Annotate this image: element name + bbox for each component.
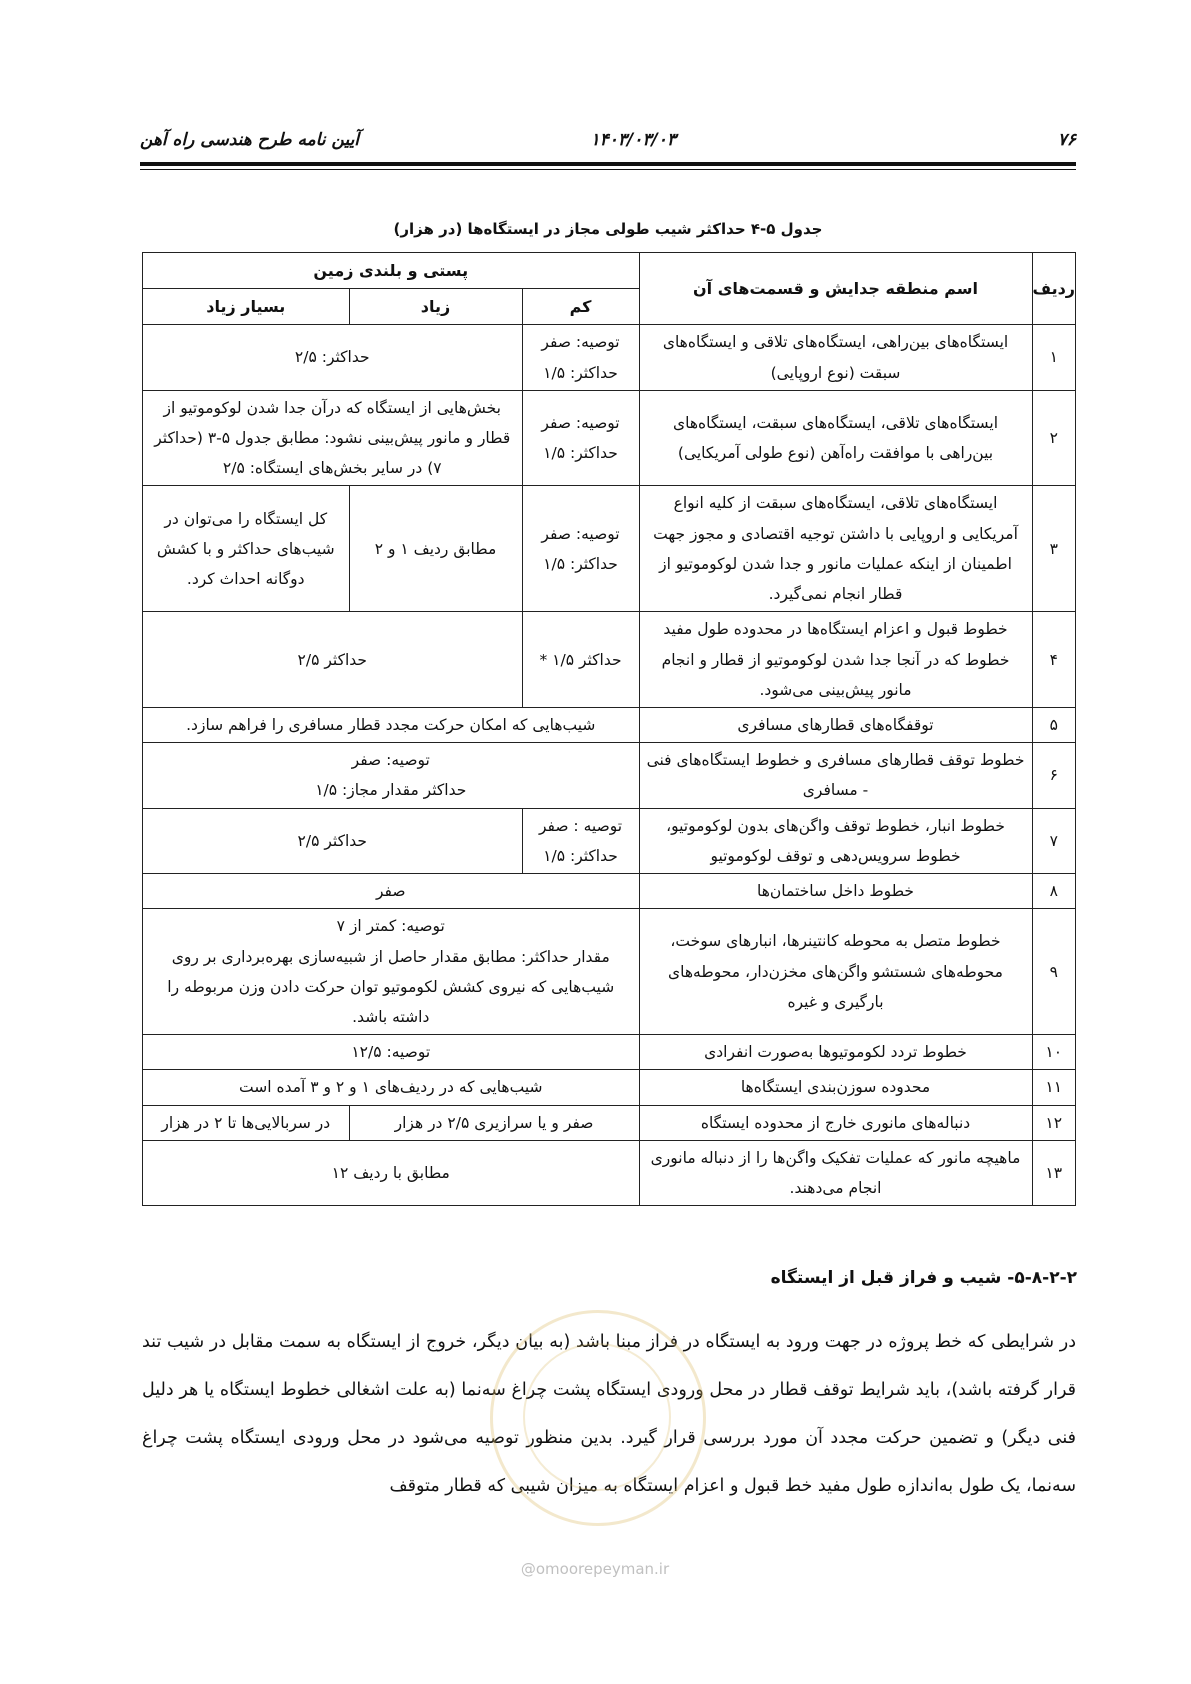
table-row bbox=[143, 612, 1076, 708]
watermark-seal bbox=[490, 1310, 706, 1526]
value-cell-all: شیب‌هایی که در ردیف‌های ۱ و ۲ و ۳ آمده است bbox=[143, 1070, 640, 1105]
value-cell-rest: حداکثر ۲/۵ bbox=[143, 612, 523, 708]
value-cell-low: توصیه: صفر حداکثر: ۱/۵ bbox=[522, 390, 639, 486]
value-cell-left: صفر و یا سرازیری ۲/۵ در هزار bbox=[349, 1105, 639, 1140]
body-paragraph: در شرایطی که خط پروژه در جهت ورود به ایستگاه در فراز مبنا باشد (به بیان دیگر، خروج از ایستگاه به سمت مقابل در شیب تند قرار گرفته باشد)، باید شرایط توقف قطار در محل ورودی ایستگاه پشت چراغ سه‌نما (به علت اشغالی خطوط ایستگاه یا هر دلیل فنی دیگر) و تضمین حرکت مجدد آن مورد بررسی قرار گیرد. بدین منظور توصیه می‌شود در محل ورودی ایستگاه پشت چراغ سه‌نما، یک طول به‌اندازه طول مفید خط قبول و اعزام ایستگاه به میزان شیبی که قطار متوقف bbox=[142, 1332, 1076, 1496]
value-cell-rest: بخش‌هایی از ایستگاه که درآن جدا شدن لوکوموتیو از قطار و مانور پیش‌بینی نشود: مطابق جدول ۵-۳ (حداکثر ۷) در سایر بخش‌های ایستگاه: ۲/۵ bbox=[143, 390, 523, 486]
zone-name-cell: خطوط متصل به محوطه کانتینرها، انبارهای سوخت، محوطه‌های شستشو واگن‌های مخزن‌دار، محوطه‌های بارگیری و غیره bbox=[639, 909, 1032, 1035]
watermark-text: @omoorepeyman.ir bbox=[520, 1560, 670, 1578]
table-row bbox=[143, 1140, 1076, 1205]
value-cell-very-high: کل ایستگاه را می‌توان در شیب‌های حداکثر و با کشش دوگانه احداث کرد. bbox=[143, 486, 350, 612]
table-row bbox=[143, 1070, 1076, 1105]
row-number: ۸ bbox=[1032, 874, 1075, 909]
header-title: آیین نامه طرح هندسی راه آهن bbox=[140, 130, 360, 150]
zone-name-cell: ایستگاه‌های تلاقی، ایستگاه‌های سبقت از کلیه انواع آمریکایی و اروپایی با داشتن توجیه اقتصادی و مجوز جهت اطمینان از اینکه عملیات مانور و جدا شدن لوکوموتیو از قطار انجام نمی‌گیرد. bbox=[639, 486, 1032, 612]
zone-name-cell: ایستگاه‌های تلاقی، ایستگاه‌های سبقت، ایستگاه‌های بین‌راهی با موافقت راه‌آهن (نوع طولی آمریکایی) bbox=[639, 390, 1032, 486]
page-number: ۷۶ bbox=[1057, 130, 1076, 150]
value-cell-all: شیب‌هایی که امکان حرکت مجدد قطار مسافری را فراهم سازد. bbox=[143, 708, 640, 743]
row-number: ۹ bbox=[1032, 909, 1075, 1035]
zone-name-cell: خطوط توقف قطارهای مسافری و خطوط ایستگاه‌های فنی - مسافری bbox=[639, 743, 1032, 808]
zone-name-cell: خطوط انبار، خطوط توقف واگن‌های بدون لوکوموتیو، خطوط سرویس‌دهی و توقف لوکوموتیو bbox=[639, 808, 1032, 873]
table-caption: جدول ۵-۴ حداکثر شیب طولی مجاز در ایستگاه‌ها (در هزار) bbox=[393, 220, 823, 238]
value-cell-low: توصیه: صفر حداکثر: ۱/۵ bbox=[522, 325, 639, 390]
header-date: ۱۴۰۳/۰۳/۰۳ bbox=[590, 130, 676, 150]
zone-name-cell: توقفگاه‌های قطارهای مسافری bbox=[639, 708, 1032, 743]
zone-name-cell: محدوده سوزن‌بندی ایستگاه‌ها bbox=[639, 1070, 1032, 1105]
row-number: ۱۲ bbox=[1032, 1105, 1075, 1140]
header-terrain: پستی و بلندی زمین bbox=[143, 253, 640, 289]
header-row-no: ردیف bbox=[1032, 253, 1075, 325]
table-row bbox=[143, 909, 1076, 1035]
value-cell-right: در سربالایی‌ها تا ۲ در هزار bbox=[143, 1105, 350, 1140]
zone-name-cell: ماهیچه مانور که عملیات تفکیک واگن‌ها را از دنباله مانوری انجام می‌دهند. bbox=[639, 1140, 1032, 1205]
value-cell-low: توصیه: صفر حداکثر: ۱/۵ bbox=[522, 486, 639, 612]
zone-name-cell: دنباله‌های مانوری خارج از محدوده ایستگاه bbox=[639, 1105, 1032, 1140]
table-header-row bbox=[143, 253, 1076, 289]
zone-name-cell: خطوط قبول و اعزام ایستگاه‌ها در محدوده طول مفید خطوط که در آنجا جدا شدن لوکوموتیو از قطار و انجام مانور پیش‌بینی می‌شود. bbox=[639, 612, 1032, 708]
value-cell-rest: حداکثر: ۲/۵ bbox=[143, 325, 523, 390]
table-row bbox=[143, 743, 1076, 808]
value-cell-high: مطابق ردیف ۱ و ۲ bbox=[349, 486, 522, 612]
row-number: ۵ bbox=[1032, 708, 1075, 743]
row-number: ۱۳ bbox=[1032, 1140, 1075, 1205]
section-heading: ۵-۸-۲-۲- شیب و فراز قبل از ایستگاه bbox=[770, 1268, 1077, 1288]
table-row bbox=[143, 708, 1076, 743]
row-number: ۶ bbox=[1032, 743, 1075, 808]
value-cell-all: توصیه: صفر حداکثر مقدار مجاز: ۱/۵ bbox=[143, 743, 640, 808]
page-header bbox=[140, 130, 1076, 160]
header-zone-name: اسم منطقه جدایش و قسمت‌های آن bbox=[639, 253, 1032, 325]
zone-name-cell: خطوط تردد لکوموتیوها به‌صورت انفرادی bbox=[639, 1035, 1032, 1070]
header-rule-thin bbox=[140, 169, 1076, 170]
table-row bbox=[143, 325, 1076, 390]
value-cell-low: توصیه : صفر حداکثر: ۱/۵ bbox=[522, 808, 639, 873]
row-number: ۱۰ bbox=[1032, 1035, 1075, 1070]
table-row bbox=[143, 808, 1076, 873]
header-rule-thick bbox=[140, 162, 1076, 166]
table-row bbox=[143, 486, 1076, 612]
value-cell-rest: حداکثر ۲/۵ bbox=[143, 808, 523, 873]
row-number: ۴ bbox=[1032, 612, 1075, 708]
value-cell-all: صفر bbox=[143, 874, 640, 909]
header-very-high: بسیار زیاد bbox=[143, 289, 350, 325]
table-row bbox=[143, 1035, 1076, 1070]
row-number: ۱۱ bbox=[1032, 1070, 1075, 1105]
row-number: ۱ bbox=[1032, 325, 1075, 390]
header-high: زیاد bbox=[349, 289, 522, 325]
value-cell-all: توصیه: کمتر از ۷ مقدار حداکثر: مطابق مقدار حاصل از شبیه‌سازی بهره‌برداری بر روی شیب‌هایی که نیروی کشش لکوموتیو توان حرکت دادن وزن مربوطه را داشته باشد. bbox=[143, 909, 640, 1035]
value-cell-low: حداکثر ۱/۵ * bbox=[522, 612, 639, 708]
table-row bbox=[143, 874, 1076, 909]
zone-name-cell: ایستگاه‌های بین‌راهی، ایستگاه‌های تلاقی و ایستگاه‌های سبقت (نوع اروپایی) bbox=[639, 325, 1032, 390]
slope-table bbox=[142, 252, 1076, 1206]
row-number: ۲ bbox=[1032, 390, 1075, 486]
row-number: ۳ bbox=[1032, 486, 1075, 612]
header-low: کم bbox=[522, 289, 639, 325]
value-cell-all: توصیه: ۱۲/۵ bbox=[143, 1035, 640, 1070]
table-row bbox=[143, 390, 1076, 486]
zone-name-cell: خطوط داخل ساختمان‌ها bbox=[639, 874, 1032, 909]
table-row bbox=[143, 1105, 1076, 1140]
row-number: ۷ bbox=[1032, 808, 1075, 873]
value-cell-all: مطابق با ردیف ۱۲ bbox=[143, 1140, 640, 1205]
